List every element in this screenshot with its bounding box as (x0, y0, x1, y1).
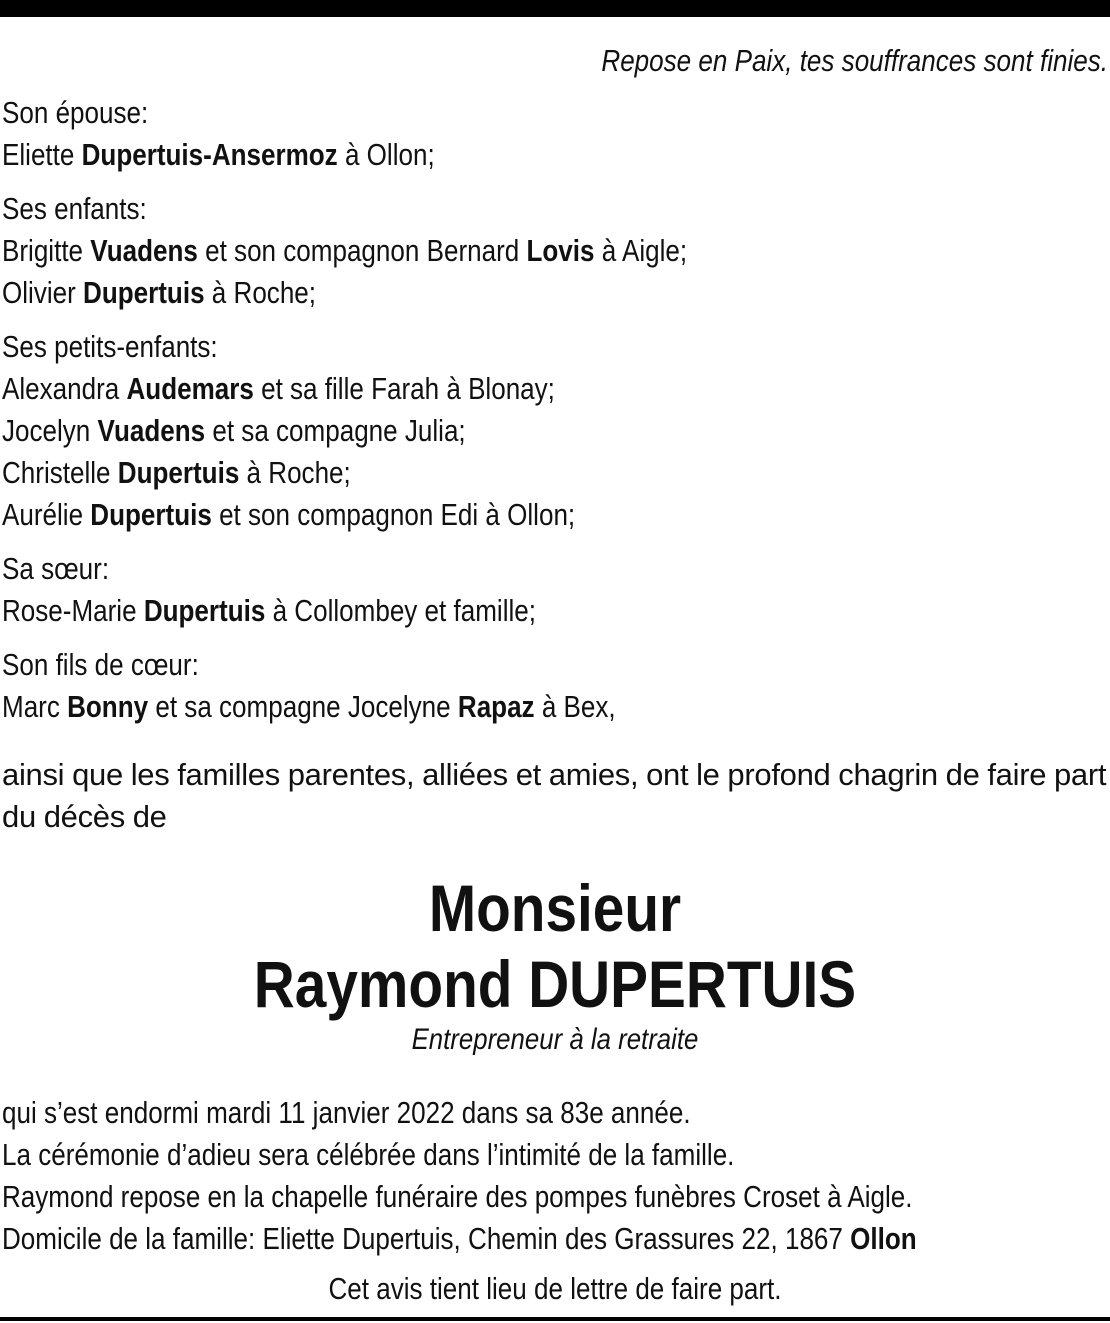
name-text: et sa fille Farah à Blonay; (253, 371, 555, 406)
family-group-heading: Ses enfants: (2, 191, 147, 226)
surname: Dupertuis-Ansermoz (81, 137, 338, 172)
family-member-line (2, 686, 931, 728)
surname: Lovis (526, 233, 595, 268)
surname: Bonny (67, 689, 149, 724)
name-text: et son compagnon Edi à Ollon; (211, 497, 576, 532)
domicile-line (2, 1218, 931, 1260)
surname: Rapaz (457, 689, 535, 724)
name-text: à Aigle; (594, 233, 688, 268)
family-group (2, 644, 1108, 728)
bottom-rule (0, 1317, 1110, 1321)
surname: Vuadens (90, 233, 198, 268)
family-group (2, 548, 1108, 632)
family-member-line (2, 368, 931, 410)
announcement-text: ainsi que les familles parentes, alliées et amies, ont le profond chagrin de faire part du décès de (2, 757, 1107, 834)
family-group-heading: Son fils de cœur: (2, 647, 199, 682)
detail-line: Raymond repose en la chapelle funéraire des pompes funèbres Croset à Aigle. (2, 1179, 913, 1214)
family-group-heading: Ses petits-enfants: (2, 329, 218, 364)
name-text: à Roche; (204, 275, 317, 310)
family-member-line (2, 272, 931, 314)
motto: Repose en Paix, tes souffrances sont finies. (601, 43, 1108, 78)
deceased-name: Raymond DUPERTUIS (253, 947, 857, 1021)
deceased-block (2, 870, 1108, 1058)
deceased-occupation: Entrepreneur à la retraite (411, 1023, 699, 1056)
name-text: Eliette (2, 137, 82, 172)
family-group-heading: Son épouse: (2, 95, 149, 130)
closing-note: Cet avis tient lieu de lettre de faire part. (328, 1271, 782, 1306)
family-member-line (2, 452, 931, 494)
name-text: à Bex, (534, 689, 616, 724)
obituary-notice (2, 40, 1108, 1310)
name-text: Olivier (2, 275, 84, 310)
name-text: et sa compagne Jocelyne (148, 689, 458, 724)
top-rule (0, 0, 1110, 17)
details-block (2, 1092, 1108, 1260)
name-text: Aurélie (2, 497, 91, 532)
surname: Dupertuis (117, 455, 240, 490)
family-member-line (2, 410, 931, 452)
family-member-line (2, 230, 931, 272)
name-text: Alexandra (2, 371, 127, 406)
surname: Audemars (126, 371, 254, 406)
name-text: Marc (2, 689, 68, 724)
name-text: à Roche; (239, 455, 351, 490)
announcement (2, 754, 1108, 838)
surname: Vuadens (97, 413, 206, 448)
detail-line: La cérémonie d’adieu sera célébrée dans l’intimité de la famille. (2, 1137, 735, 1172)
family-list (2, 92, 1108, 728)
family-member-line (2, 494, 931, 536)
family-member-line (2, 134, 931, 176)
detail-line: qui s’est endormi mardi 11 janvier 2022 dans sa 83e année. (2, 1095, 691, 1130)
surname: Dupertuis (83, 275, 205, 310)
domicile-text: Domicile de la famille: Eliette Dupertuis, Chemin des Grassures 22, 1867 (2, 1221, 851, 1256)
name-text: à Collombey et famille; (265, 593, 536, 628)
family-group-heading: Sa sœur: (2, 551, 110, 586)
domicile-town: Ollon (850, 1221, 917, 1256)
surname: Dupertuis (90, 497, 212, 532)
name-text: et son compagnon Bernard (197, 233, 527, 268)
name-text: et sa compagne Julia; (205, 413, 466, 448)
family-group (2, 326, 1108, 536)
family-member-line (2, 590, 931, 632)
surname: Dupertuis (143, 593, 266, 628)
name-text: à Ollon; (337, 137, 435, 172)
family-group (2, 92, 1108, 176)
name-text: Christelle (2, 455, 118, 490)
family-group (2, 188, 1108, 314)
name-text: Jocelyn (2, 413, 98, 448)
deceased-honorific: Monsieur (428, 871, 682, 945)
name-text: Brigitte (2, 233, 91, 268)
name-text: Rose-Marie (2, 593, 144, 628)
